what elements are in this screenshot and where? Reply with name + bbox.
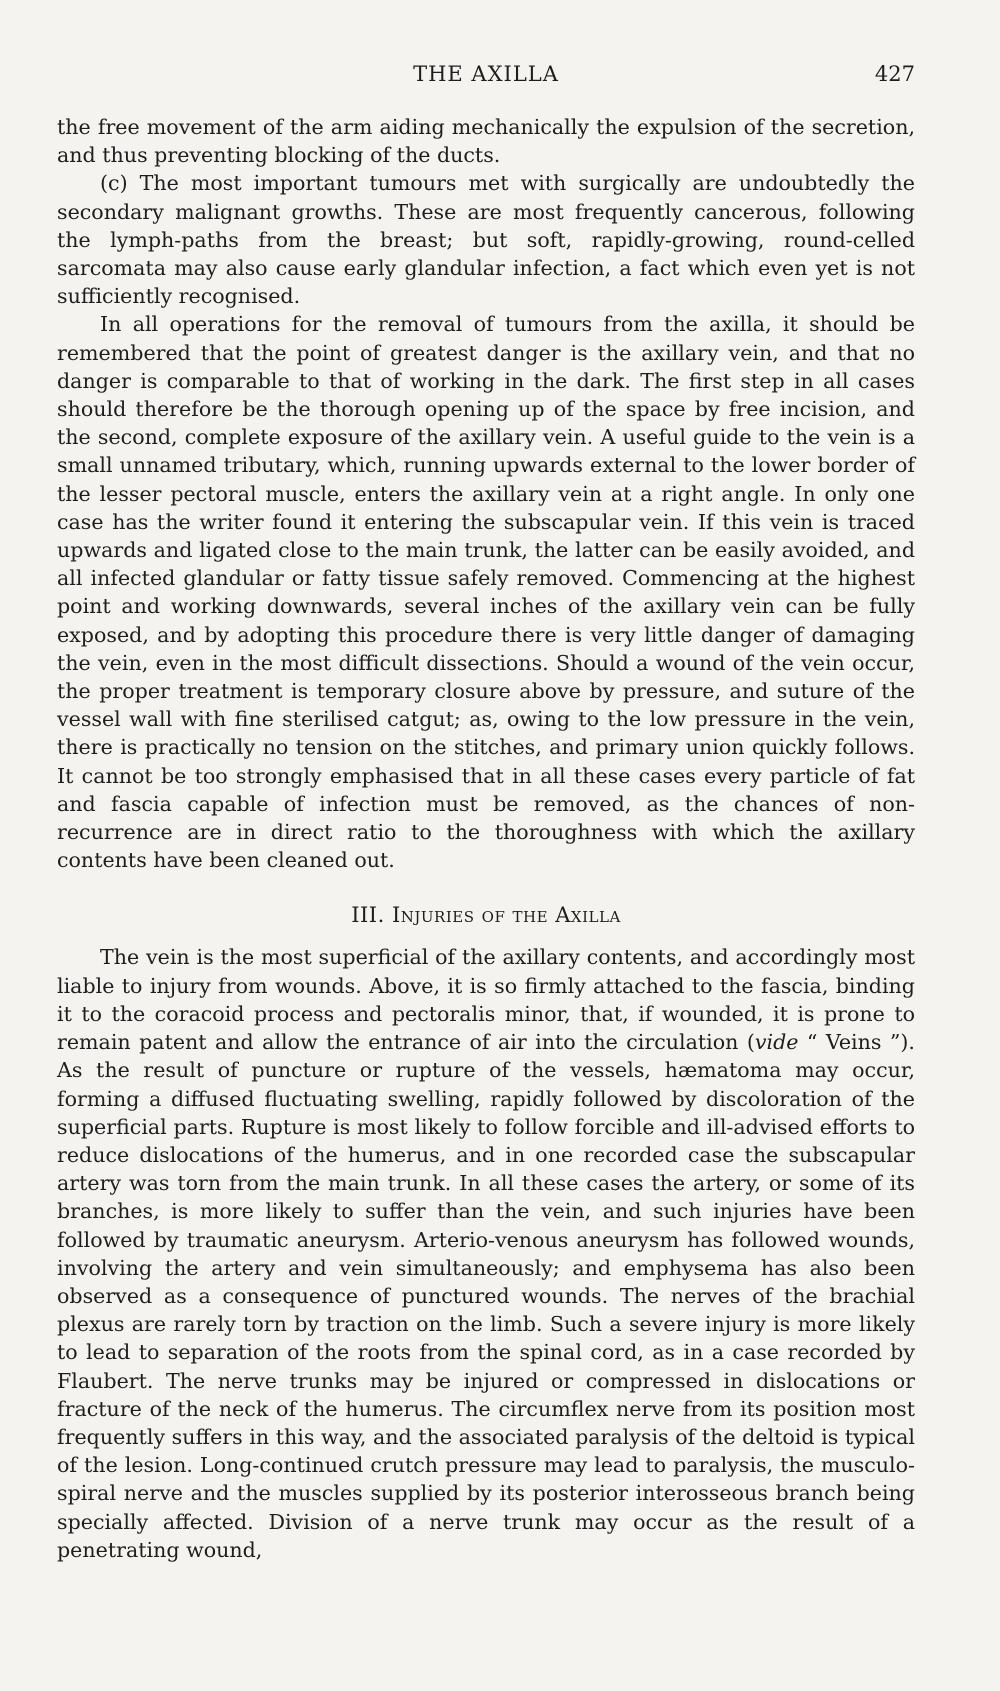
paragraph-continuation: the free movement of the arm aiding mechanically the expulsion of the secretion, and thus preventing blocking of the ducts. <box>57 115 915 168</box>
page-number: 427 <box>874 62 915 86</box>
section-title: Injuries of the Axilla <box>391 903 621 928</box>
paragraph-injuries <box>57 943 915 1563</box>
running-head <box>57 62 915 92</box>
section-heading <box>57 901 915 929</box>
section-numeral: III. <box>351 903 385 928</box>
body-text <box>57 113 915 1564</box>
running-title: THE AXILLA <box>413 62 559 86</box>
paragraph-operations: In all operations for the removal of tumours from the axilla, it should be remembered that the point of greatest danger is the axillary vein, and that no danger is comparable to that of working in the dark. The first step in all cases should therefore be the thorough opening up of the space by free incision, and the second, complete exposure of the axillary vein. A useful guide to the vein is a small unnamed tributary, which, running upwards external to the lower border of the lesser pectoral muscle, enters the axillary vein at a right angle. In only one case has the writer found it entering the subscapular vein. If this vein is traced upwards and ligated close to the main trunk, the latter can be easily avoided, and all infected glandular or fatty tissue safely removed. Commencing at the highest point and working downwards, several inches of the axillary vein can be fully exposed, and by adopting this procedure there is very little danger of damaging the vein, even in the most difficult dissections. Should a wound of the vein occur, the proper treatment is temporary closure above by pressure, and suture of the vessel wall with fine sterilised catgut; as, owing to the low pressure in the vein, there is practically no tension on the stitches, and primary union quickly follows. It cannot be too strongly emphasised that in all these cases every particle of fat and fascia capable of infection must be removed, as the chances of non-recurrence are in direct ratio to the thoroughness with which the axillary contents have been cleaned out. <box>57 312 915 873</box>
injuries-text-rest: “ Veins ”). As the result of puncture or rupture of the vessels, hæmatoma may occur, forming a diffused fluctuating swelling, rapidly followed by discoloration of the superficial parts. Rupture is most likely to follow forcible and ill-advised efforts to reduce dislocations of the humerus, and in one recorded case the subscapular artery was torn from the main trunk. In all these cases the artery, or some of its branches, is more likely to suffer than the vein, and such injuries have been followed by traumatic aneurysm. Arterio-venous aneurysm has followed wounds, involving the artery and vein simultaneously; and emphysema has also been observed as a consequence of punctured wounds. The nerves of the brachial plexus are rarely torn by traction on the limb. Such a severe injury is more likely to lead to separation of the roots from the spinal cord, as in a case recorded by Flaubert. The nerve trunks may be injured or compressed in dislocations or fracture of the neck of the humerus. The circumflex nerve from its position most frequently suffers in this way, and the associated paralysis of the deltoid is typical of the lesion. Long-continued crutch pressure may lead to paralysis, the musculo-spiral nerve and the muscles supplied by its posterior interosseous branch being specially affected. Division of a nerve trunk may occur as the result of a penetrating wound, <box>57 1030 915 1562</box>
paragraph-tumours: (c) The most important tumours met with surgically are undoubtedly the secondary malignant growths. These are most frequently cancerous, following the lymph-paths from the breast; but soft, rapidly-growing, round-celled sarcomata may also cause early glandular infection, a fact which even yet is not sufficiently recognised. <box>57 171 915 309</box>
injuries-text-start: The vein is the most superficial of the axillary contents, and accordingly most liable to injury from wounds. Above, it is so firmly attached to the fascia, binding it to the coracoid process and pectoralis minor, that, if wounded, it is prone to remain patent and allow the entrance of air into the circulation ( <box>57 945 915 1055</box>
vide-italic: vide <box>754 1030 799 1055</box>
